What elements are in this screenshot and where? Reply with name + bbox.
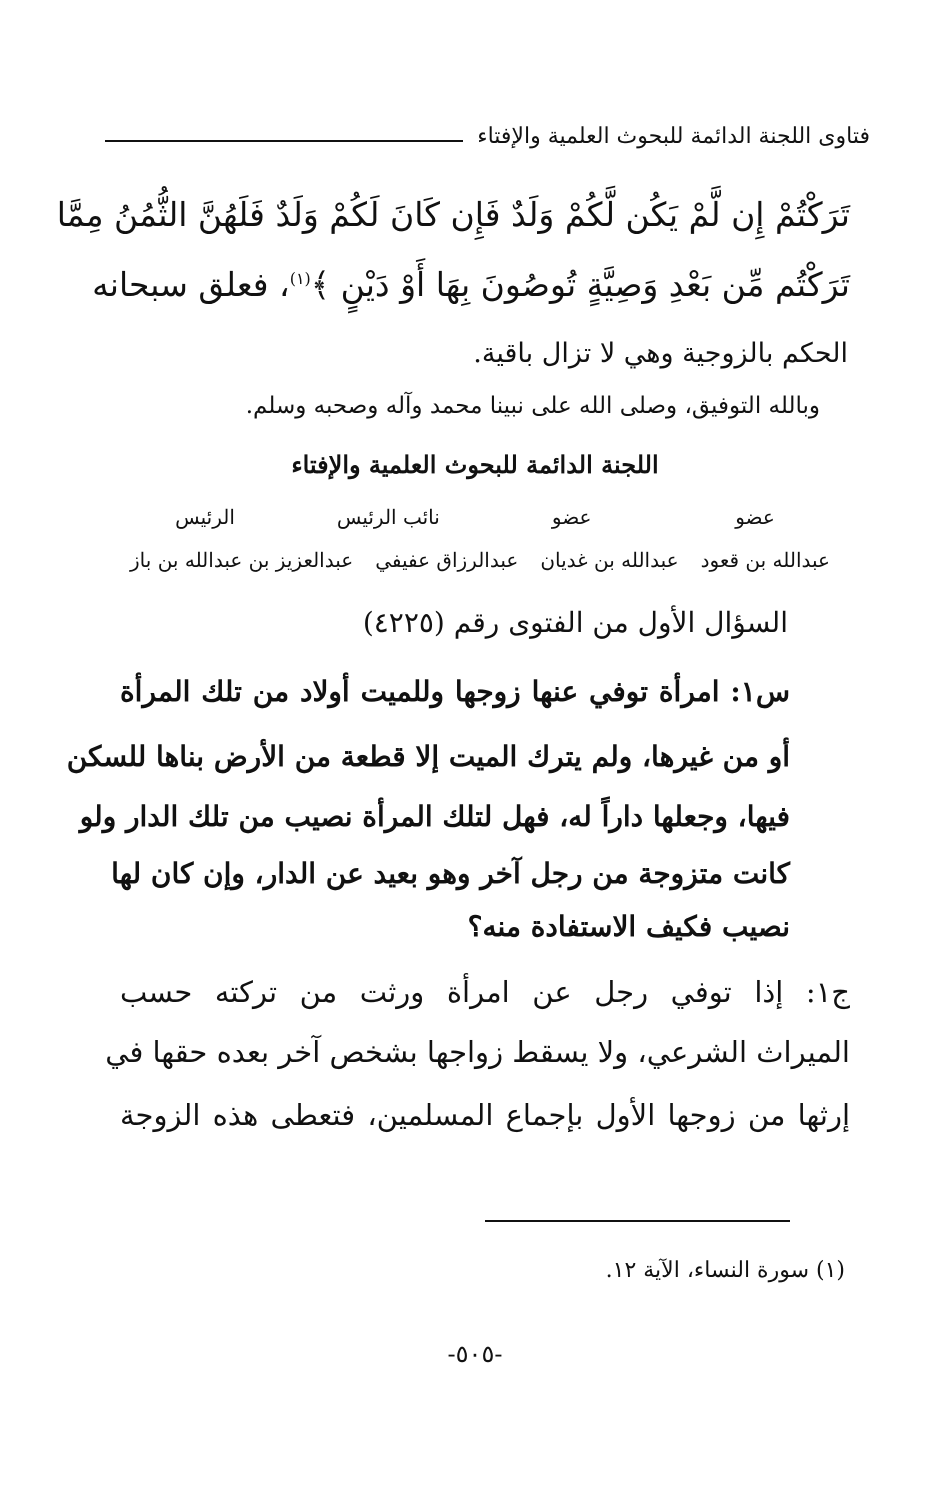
answer-line: إرثها من زوجها الأول بإجماع المسلمين، فتعطى هذه الزوجة: [120, 1098, 850, 1132]
question-line: س١: امرأة توفي عنها زوجها وللميت أولاد من تلك المرأة: [120, 675, 790, 708]
question-line: كانت متزوجة من رجل آخر وهو بعيد عن الدار، وإن كان لها: [111, 857, 790, 890]
signatory-name: عبدالله بن قعود: [700, 548, 830, 572]
closing-line: وبالله التوفيق، وصلى الله على نبينا محمد وآله وصحبه وسلم.: [245, 393, 820, 419]
verse-line-2-text: تَرَكْتُم مِّن بَعْدِ وَصِيَّةٍ تُوصُونَ بِهَا أَوْ دَيْنٍ ﴾: [310, 265, 850, 304]
signatory-name: عبدالعزيز بن عبدالله بن باز: [130, 548, 354, 572]
committee-name: اللجنة الدائمة للبحوث العلمية والإفتاء: [291, 450, 659, 479]
question-heading: السؤال الأول من الفتوى رقم (٤٢٢٥): [362, 606, 788, 639]
body-line-3: الحكم بالزوجية وهي لا تزال باقية.: [473, 338, 848, 369]
verse-line-1: تَرَكْتُمْ إِن لَّمْ يَكُن لَّكُمْ وَلَدٌ فَإِن كَانَ لَكُمْ وَلَدٌ فَلَهُنَّ الثُّمُنُ مِمَّا: [56, 195, 850, 234]
signatory-name: عبدالرزاق عفيفي: [375, 548, 519, 572]
question-line: فيها، وجعلها داراً له، فهل لتلك المرأة نصيب من تلك الدار ولو: [79, 800, 790, 833]
running-header: [105, 118, 870, 154]
header-title: فتاوى اللجنة الدائمة للبحوث العلمية والإفتاء: [477, 123, 870, 149]
signatory-names: [130, 548, 830, 572]
answer-line: ج١: إذا توفي رجل عن امرأة ورثت من تركته حسب: [120, 975, 850, 1009]
verse-line-2-tail: ، فعلق سبحانه: [92, 265, 290, 304]
signatory-title: الرئيس: [175, 505, 235, 529]
signatory-title: نائب الرئيس: [336, 505, 440, 529]
signatory-name: عبدالله بن غديان: [540, 548, 679, 572]
footnote-rule: [485, 1220, 790, 1222]
header-rule: [105, 140, 463, 142]
signatory-title: عضو: [735, 505, 775, 529]
signatory-title: عضو: [551, 505, 592, 529]
footnote: (١) سورة النساء، الآية ١٢.: [605, 1258, 845, 1283]
question-line: نصيب فكيف الاستفادة منه؟: [467, 910, 790, 943]
answer-line: الميراث الشرعي، ولا يسقط زواجها بشخص آخر بعده حقها في: [105, 1035, 850, 1069]
question-line: أو من غيرها، ولم يترك الميت إلا قطعة من الأرض بناها للسكن: [66, 740, 790, 773]
signatory-titles: [130, 505, 830, 529]
page-number: -٥٠٥-: [447, 1340, 503, 1368]
footnote-marker: (١): [289, 269, 311, 288]
verse-line-2: [92, 265, 850, 317]
